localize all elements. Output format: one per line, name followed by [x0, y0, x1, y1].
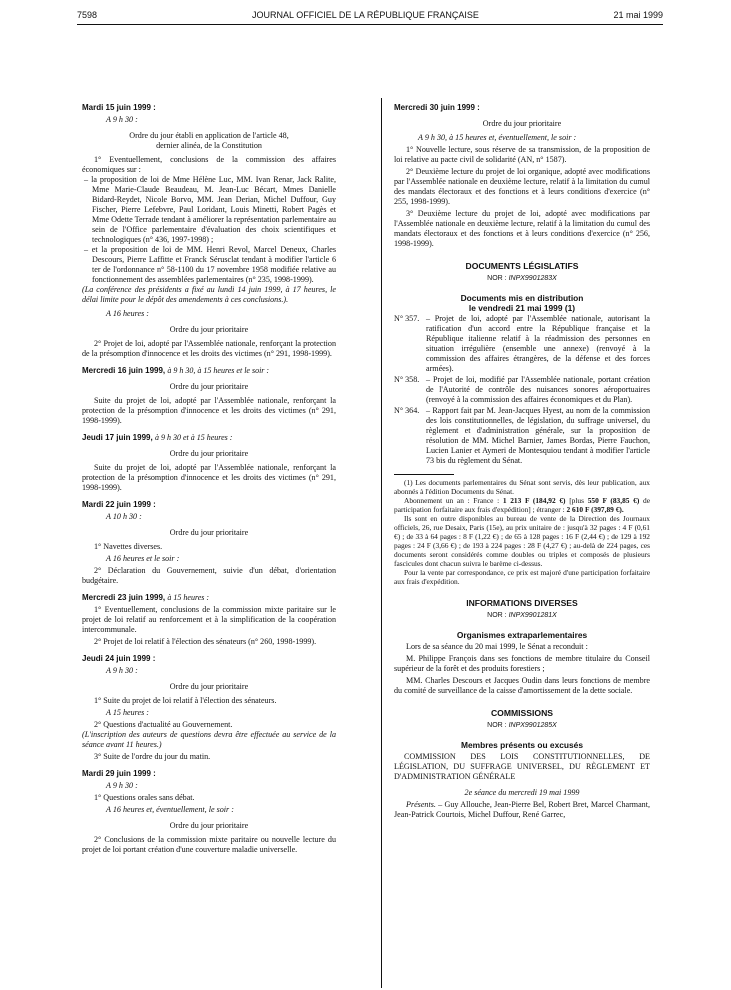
page-number: 7598 [77, 10, 98, 20]
day-heading: Mardi 29 juin 1999 : [82, 769, 156, 778]
order-heading: Ordre du jour prioritaire [169, 821, 249, 830]
agenda-item: 3° Deuxième lecture du projet de loi, adopté avec modifications par l'Assemblée nationale en deuxième lecture, relatif à la limitation du cumul des mandats électoraux et des fonctions et à leurs conditions d'exercice (n° 256, 1998-1999). [394, 209, 650, 248]
journal-title: JOURNAL OFFICIEL DE LA RÉPUBLIQUE FRANÇAISE [252, 10, 479, 20]
agenda-note: (L'inscription des auteurs de questions devra être effectuée au service de la séance avant 11 heures.) [82, 730, 336, 749]
agenda-subitem: – et la proposition de loi de MM. Henri Revol, Marcel Deneux, Charles Descours, Pierre Laffitte et Franck Sérusclat tendant à modifier l'article 6 ter de l'ordonnance n° 58-1100 du 17 novembre 1958 modifiée relative au fonctionnement des assemblées parlementaires (n° 235, 1998-1999). [84, 245, 336, 284]
agenda-item: 3° Suite de l'ordre du jour du matin. [94, 752, 211, 761]
section-title: DOCUMENTS LÉGISLATIFS [465, 261, 579, 271]
order-heading: Ordre du jour prioritaire [169, 528, 249, 537]
time-line: A 9 h 30 : [106, 666, 138, 675]
order-heading: Ordre du jour prioritaire [169, 325, 249, 334]
members-present: Présents. – Guy Allouche, Jean-Pierre Bel, Robert Bret, Marcel Charmant, Jean-Patrick Courtois, Michel Duffour, René Garrec, [394, 800, 650, 819]
header-rule [77, 24, 663, 25]
footnote: (1) Les documents parlementaires du Sénat sont servis, dès leur publication, aux abonnés à l'édition Documents du Sénat. [394, 478, 650, 496]
entry-text: – Rapport fait par M. Jean-Jacques Hyest, au nom de la commission des lois constitutionnelles, de législation, du suffrage universel, du règlement et d'administration générale, sur la proposition de résolution de MM. Michel Barnier, James Bordas, Pierre Fauchon, Lucien Lanier et Aymeri de Montesquiou tendant à modifier l'article 73 bis du règlement du Sénat. [426, 406, 650, 465]
day-heading: Mardi 15 juin 1999 : [82, 103, 156, 112]
day-heading: Mercredi 16 juin 1999, à 9 h 30, à 15 heures et le soir : [82, 366, 270, 375]
entry-number: N° 358. [394, 375, 420, 384]
time-line: A 16 heures : [106, 309, 149, 318]
time-line: A 9 h 30, à 15 heures et, éventuellement, le soir : [418, 133, 577, 142]
column-divider [381, 98, 382, 988]
day-heading: Jeudi 17 juin 1999, à 9 h 30 et à 15 heures : [82, 433, 233, 442]
session-line: 2e séance du mercredi 19 mai 1999 [464, 788, 580, 797]
time-line: A 9 h 30 : [106, 115, 138, 124]
day-heading: Mercredi 23 juin 1999, à 15 heures : [82, 593, 210, 602]
page-header [0, 10, 731, 24]
agenda-item: Suite du projet de loi, adopté par l'Assemblée nationale, renforçant la protection de la présomption d'innocence et les droits des victimes (n° 291, 1998-1999). [82, 396, 336, 425]
info-text: Lors de sa séance du 20 mai 1999, le Sénat a reconduit : [406, 642, 588, 651]
time-line: A 10 h 30 : [106, 512, 142, 521]
order-heading-2: dernier alinéa, de la Constitution [156, 141, 262, 150]
document-entry [394, 406, 650, 466]
subsection-title: Membres présents ou excusés [461, 740, 583, 750]
order-heading: Ordre du jour prioritaire [169, 682, 249, 691]
issue-date: 21 mai 1999 [613, 10, 663, 20]
right-column [394, 103, 650, 820]
agenda-item: 1° Eventuellement, conclusions de la commission mixte paritaire sur le projet de loi relatif au renforcement et à la simplification de la coopération intercommunale. [82, 605, 336, 634]
order-heading: Ordre du jour prioritaire [169, 382, 249, 391]
footnote-mail: Pour la vente par correspondance, ce prix est majoré d'une participation forfaitaire aux frais d'expédition. [394, 568, 650, 586]
time-line: A 9 h 30 : [106, 781, 138, 790]
entry-number: N° 364. [394, 406, 420, 415]
document-entry [394, 375, 650, 405]
nor-reference: NOR : INPX9901281X [487, 612, 557, 619]
agenda-item: 1° Navettes diverses. [94, 542, 163, 551]
nor-reference: NOR : INPX9901285X [487, 722, 557, 729]
agenda-item: 1° Questions orales sans débat. [94, 793, 195, 802]
footnote-rule [394, 474, 454, 475]
agenda-item: 1° Suite du projet de loi relatif à l'élection des sénateurs. [94, 696, 277, 705]
commission-name: COMMISSION DES LOIS CONSTITUTIONNELLES, DE LÉGISLATION, DU SUFFRAGE UNIVERSEL, DU RÈGLEMENT ET D'ADMINISTRATION GÉNÉRALE [394, 752, 650, 781]
agenda-item: Suite du projet de loi, adopté par l'Assemblée nationale, renforçant la protection de la présomption d'innocence et les droits des victimes (n° 291, 1998-1999). [82, 463, 336, 492]
agenda-item: 2° Questions d'actualité au Gouvernement. [94, 720, 233, 729]
agenda-item: 1° Nouvelle lecture, sous réserve de sa transmission, de la proposition de loi relative au pacte civil de solidarité (AN, n° 1587). [394, 145, 650, 164]
agenda-item: 1° Eventuellement, conclusions de la commission des affaires économiques sur : [82, 155, 336, 174]
entry-text: – Projet de loi, modifié par l'Assemblée nationale, portant création de l'Autorité de contrôle des nuisances sonores aéroportuaires (renvoyé à la commission des affaires économiques et du Plan). [426, 375, 650, 404]
order-heading: Ordre du jour établi en application de l'article 48, [129, 131, 289, 140]
left-column [82, 103, 336, 855]
day-heading: Mardi 22 juin 1999 : [82, 500, 156, 509]
day-heading: Jeudi 24 juin 1999 : [82, 654, 156, 663]
agenda-item: 2° Conclusions de la commission mixte paritaire ou nouvelle lecture du projet de loi portant création d'une couverture maladie universelle. [82, 835, 336, 854]
info-text: M. Philippe François dans ses fonctions de membre titulaire du Conseil supérieur de la forêt et des produits forestiers ; [394, 654, 650, 673]
agenda-item: 2° Deuxième lecture du projet de loi organique, adopté avec modifications par l'Assemblée nationale en deuxième lecture, relatif à la limitation du cumul des mandats électoraux et des fonctions et à leurs conditions d'exercice (n° 255, 1998-1999). [394, 167, 650, 206]
time-line: A 16 heures et, éventuellement, le soir : [106, 805, 234, 814]
subsection-title: Documents mis en distribution le vendredi 21 mai 1999 (1) [460, 293, 584, 313]
footnote-prices: Ils sont en outre disponibles au bureau de vente de la Direction des Journaux officiels, 26, rue Desaix, Paris (15e), au prix unitaire de : jusqu'à 32 pages : 4 F (0,61 €) ; de 33 à 64 pages : 8 F (1,22 €) ; de 65 à 128 pages : 16 F (2,44 €) ; de 129 à 192 pages : 24 F (3,66 €) ; de 193 à 224 pages : 28 F (4,27 €) ; au-delà de 224 pages, ces documents seront considérés comme doubles ou triples et composés de plusieurs fascicules dont chacun suivra le barème ci-dessus. [394, 514, 650, 568]
agenda-subitem: – la proposition de loi de Mme Hélène Luc, MM. Ivan Renar, Jack Ralite, Mme Marie-Claude Beaudeau, M. Jean-Luc Bécart, Mmes Danielle Bidard-Reydet, Nicole Borvo, MM. Jean Derian, Michel Duffour, Guy Fischer, Pierre Lefebvre, Paul Loridant, Louis Minetti, Robert Pagès et Mme Odette Terrade tendant à améliorer la représentation parlementaire au sein de l'Office parlementaire d'évaluation des choix scientifiques et technologiques (n° 436, 1997-1998) ; [84, 175, 336, 244]
entry-text: – Projet de loi, adopté par l'Assemblée nationale, autorisant la ratification d'un accord entre la République française et la République italienne relatif à la réadmission des personnes en situation irrégulière (ensemble une annexe) (renvoyé à la commission des affaires étrangères, de la défense et des forces armées). [426, 314, 650, 373]
info-text: MM. Charles Descours et Jacques Oudin dans leurs fonctions de membre du comité de surveillance de la caisse d'amortissement de la dette sociale. [394, 676, 650, 695]
time-line: A 15 heures : [106, 708, 149, 717]
subsection-title: Organismes extraparlementaires [456, 630, 588, 640]
agenda-note: (La conférence des présidents a fixé au lundi 14 juin 1999, à 17 heures, le délai limite pour le dépôt des amendements à ces conclusions.). [82, 285, 336, 304]
nor-reference: NOR : INPX9901283X [487, 275, 557, 282]
agenda-item: 2° Projet de loi relatif à l'élection des sénateurs (n° 260, 1998-1999). [94, 637, 317, 646]
agenda-item: 2° Projet de loi, adopté par l'Assemblée nationale, renforçant la protection de la présomption d'innocence et les droits des victimes (n° 291, 1998-1999). [82, 339, 336, 358]
section-title: INFORMATIONS DIVERSES [466, 598, 578, 608]
agenda-item: 2° Déclaration du Gouvernement, suivie d'un débat, d'orientation budgétaire. [82, 566, 336, 585]
footnote-subscription: Abonnement un an : France : 1 213 F (184,92 €) [plus 550 F (83,85 €) de participation forfaitaire aux frais d'expédition] ; étranger : 2 610 F (397,89 €). [394, 496, 650, 514]
order-heading: Ordre du jour prioritaire [169, 449, 249, 458]
entry-number: N° 357. [394, 314, 420, 323]
time-line: A 16 heures et le soir : [106, 554, 180, 563]
document-entry [394, 314, 650, 374]
section-title: COMMISSIONS [490, 708, 554, 718]
day-heading: Mercredi 30 juin 1999 : [394, 103, 480, 112]
order-heading: Ordre du jour prioritaire [482, 119, 562, 128]
